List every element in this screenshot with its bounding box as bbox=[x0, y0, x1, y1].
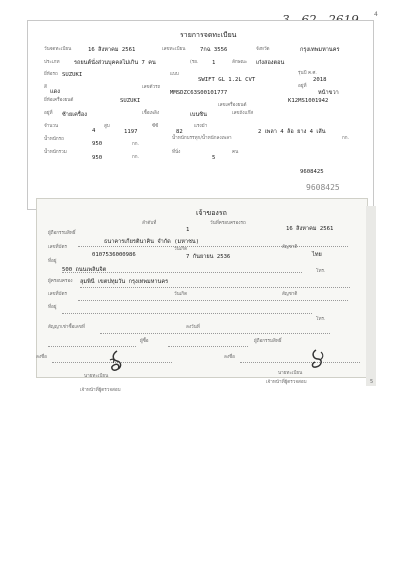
seats-value: 5 bbox=[212, 155, 216, 161]
holder-value: ธนาคารเกียรตินาคิน จำกัด (มหาชน) bbox=[104, 239, 200, 245]
weight-label: น้ำหนักรถ bbox=[44, 137, 64, 142]
cc-label: ซีซี bbox=[152, 124, 159, 129]
chassis-label: เลขตัวรถ bbox=[142, 85, 161, 90]
fuel-value: เบนซิน bbox=[190, 112, 207, 118]
page-number: 5 bbox=[370, 379, 374, 385]
lease-label: สัญญาเช่าซื้อเลขที่ bbox=[48, 325, 85, 330]
engine-brand-label: ยี่ห้อเครื่องยนต์ bbox=[44, 98, 74, 103]
registration-title: รายการจดทะเบียน bbox=[180, 31, 237, 39]
addr2-label: ที่อยู่ bbox=[48, 305, 57, 310]
owner-title: เจ้าของรถ bbox=[196, 209, 227, 217]
nat1-label: สัญชาติ bbox=[282, 245, 298, 250]
gross-label: น้ำหนักรวม bbox=[44, 150, 67, 155]
count-value: 4 bbox=[92, 128, 96, 134]
seller-line bbox=[168, 346, 248, 347]
year-value: 2018 bbox=[313, 77, 327, 83]
birth2-label: วันเกิด bbox=[174, 292, 188, 297]
extra-number-a: 9608425 bbox=[300, 169, 324, 175]
corner-mark: 4 bbox=[374, 11, 378, 18]
extra-number-b: 9608425 bbox=[306, 183, 340, 192]
nat2-label: สัญชาติ bbox=[282, 292, 298, 297]
engine-no-label: เลขเครื่องยนต์ bbox=[218, 103, 247, 108]
seller-label: ผู้ถือกรรมสิทธิ์ bbox=[254, 339, 282, 344]
signature-left bbox=[104, 348, 130, 374]
reg-date-label: วันจดทะเบียน bbox=[44, 47, 72, 52]
model-label: แบบ bbox=[170, 72, 179, 77]
addr1-label: ที่อยู่ bbox=[48, 259, 57, 264]
holder-label: ผู้ถือกรรมสิทธิ์ bbox=[48, 231, 76, 236]
rrl-label: (รย. bbox=[190, 60, 199, 65]
hp-label: แรงม้า bbox=[194, 124, 208, 129]
seq-label: ลำดับที่ bbox=[142, 221, 157, 226]
gross-value: 950 bbox=[92, 155, 103, 161]
hp-value: 82 bbox=[176, 129, 183, 135]
sign-right-label: ลงชื่อ bbox=[224, 355, 235, 360]
addr2-line bbox=[62, 313, 312, 314]
lease-line bbox=[100, 333, 330, 334]
birth1-label: วันเกิด bbox=[174, 247, 188, 252]
dated-label: ลงวันที่ bbox=[186, 325, 200, 330]
nat1-value: ไทย bbox=[312, 252, 322, 258]
officer-left-label: นายทะเบียน bbox=[84, 374, 109, 379]
reg-date-value: 16 สิงหาคม 2561 bbox=[88, 47, 136, 53]
tel2-label: โทร. bbox=[316, 317, 326, 322]
possessor-line bbox=[80, 287, 350, 288]
load-label: น้ำหนักบรรทุก/น้ำหนักลงเพลา bbox=[172, 136, 232, 141]
model-value: SWIFT GL 1.2L CVT bbox=[198, 77, 256, 83]
kg1-label: กก. bbox=[132, 142, 140, 147]
under-left-label: เจ้าหน้าที่ผู้ตรวจสอบ bbox=[80, 388, 121, 393]
cyl-label: สูบ bbox=[104, 124, 110, 129]
chassis-loc-label: อยู่ที่ bbox=[298, 84, 307, 89]
id2-line bbox=[78, 300, 348, 301]
weight-value: 950 bbox=[92, 141, 103, 147]
engine-loc-label: อยู่ที่ bbox=[44, 111, 53, 116]
id1-value: 0107536000986 bbox=[92, 252, 136, 258]
engine-no-value: K12MS1001942 bbox=[288, 98, 329, 104]
persons-label: คน bbox=[232, 150, 239, 155]
signature-right bbox=[304, 346, 330, 372]
sign-right-line bbox=[240, 362, 360, 363]
brand-value: SUZUKI bbox=[62, 72, 83, 78]
paper-edge-shadow bbox=[366, 206, 376, 386]
reg-no-label: เลขทะเบียน bbox=[162, 47, 186, 52]
color-label: สี bbox=[44, 85, 47, 90]
brand-label: ยี่ห้อรถ bbox=[44, 72, 58, 77]
birth1-value: 7 กันยายน 2536 bbox=[186, 254, 231, 260]
kg2-label: กก. bbox=[342, 136, 350, 141]
reg-no-value: 7กฉ 3556 bbox=[200, 47, 228, 53]
cc-value: 1197 bbox=[124, 129, 138, 135]
addr1-value: 500 ถนนเพลินจิต bbox=[62, 267, 107, 273]
chassis-value: MMSDZC63S00101777 bbox=[170, 90, 228, 96]
body-value: เก๋งสองตอน bbox=[256, 60, 285, 66]
possessor-label: ผู้ครอบครอง bbox=[48, 279, 73, 284]
under-right-label: เจ้าหน้าที่ผู้ตรวจสอบ bbox=[266, 380, 307, 385]
rrl-value: 1 bbox=[212, 60, 216, 66]
seats-label: ที่นั่ง bbox=[172, 150, 181, 155]
kg3-label: กก. bbox=[132, 155, 140, 160]
type-value: รถยนต์นั่งส่วนบุคคลไม่เกิน 7 คน bbox=[74, 60, 156, 66]
count-label: จำนวน bbox=[44, 124, 59, 129]
engine-loc-value: ซ้ายเครื่อง bbox=[62, 112, 87, 118]
owner-date-value: 16 สิงหาคม 2561 bbox=[286, 226, 334, 232]
load-value: 2 เพลา 4 ล้อ ยาง 4 เส้น bbox=[258, 129, 326, 135]
chassis-loc-value: หน้าขวา bbox=[318, 90, 339, 96]
sign-left-label: ลงชื่อ bbox=[36, 355, 47, 360]
holder-line bbox=[78, 246, 348, 247]
buyer-label: ผู้ซื้อ bbox=[140, 339, 149, 344]
id1-label: เลขที่บัตร bbox=[48, 245, 67, 250]
type-label: ประเภท bbox=[44, 60, 60, 65]
body-label: ลักษณะ bbox=[232, 60, 248, 65]
engine-brand-value: SUZUKI bbox=[120, 98, 141, 104]
seq-value: 1 bbox=[186, 227, 190, 233]
possessor-value: ลุมพินี เขตปทุมวัน กรุงเทพมหานคร bbox=[80, 279, 169, 285]
tel1-label: โทร. bbox=[316, 269, 326, 274]
owner-date-label: วันที่ครอบครองรถ bbox=[210, 221, 246, 226]
addr1-line bbox=[62, 272, 302, 273]
color-value: แดง bbox=[50, 89, 60, 95]
fuel-label: เชื้อเพลิง bbox=[142, 111, 160, 116]
officer-right-label: นายทะเบียน bbox=[278, 371, 303, 376]
gas-tank-label: เลขถังแก๊ส bbox=[232, 111, 254, 116]
province-label: จังหวัด bbox=[256, 47, 270, 52]
province-value: กรุงเทพมหานคร bbox=[300, 47, 340, 53]
year-label: รุ่นปี ค.ศ. bbox=[298, 71, 317, 76]
buyer-line bbox=[48, 346, 136, 347]
id2-label: เลขที่บัตร bbox=[48, 292, 67, 297]
